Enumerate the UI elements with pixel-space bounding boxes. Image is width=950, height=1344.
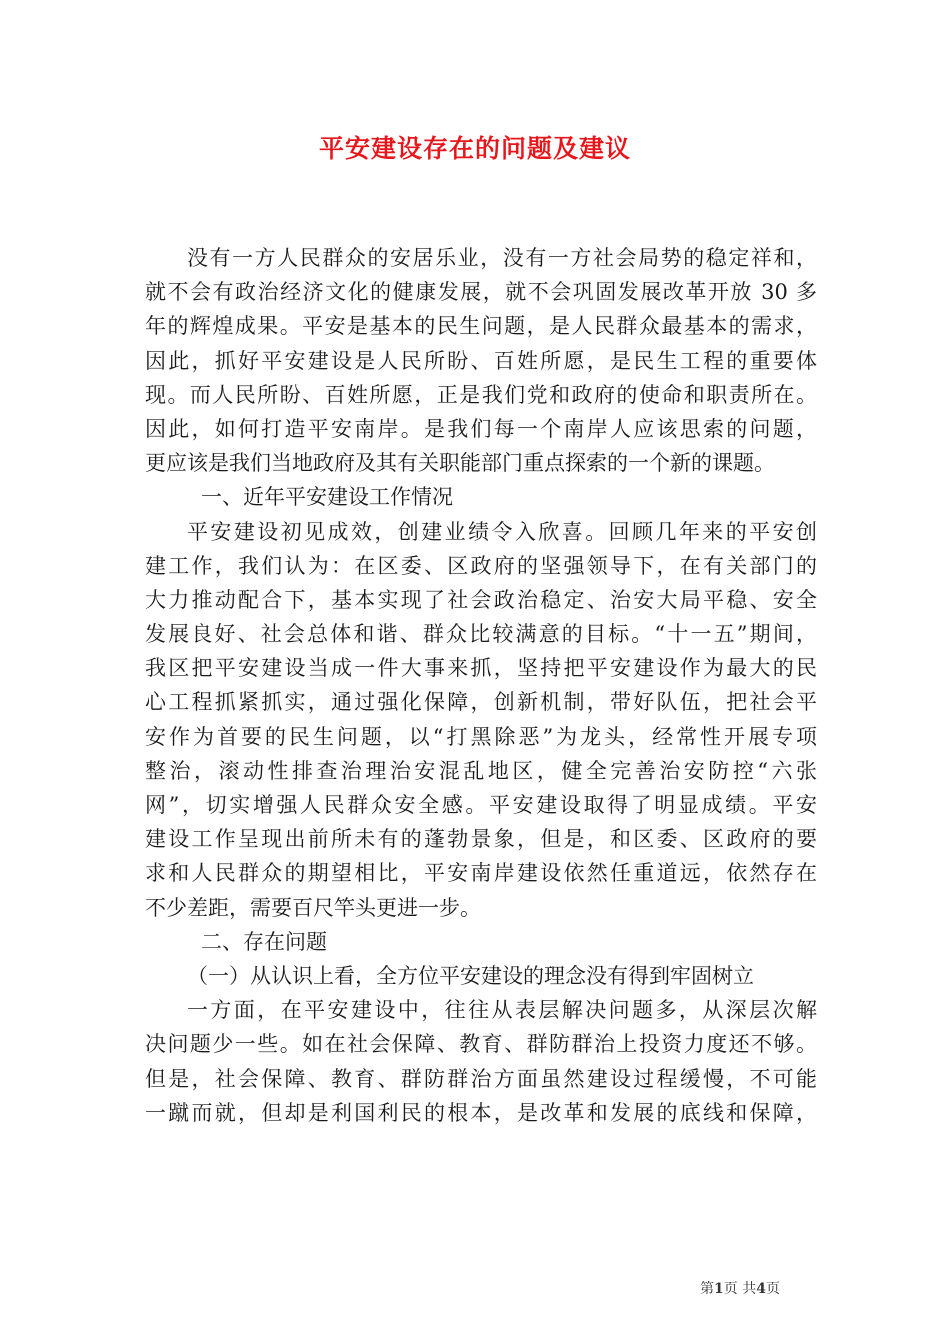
footer-suffix: 页 — [765, 1281, 780, 1297]
paragraph-line: 因此，如何打造平安南岸。是我们每一个南岸人应该思索的问题， — [145, 416, 817, 441]
paragraph-line: 建设工作呈现出前所未有的蓬勃景象，但是，和区委、区政府的要 — [145, 827, 817, 852]
section-heading: 二、存在问题 — [201, 929, 327, 954]
paragraph-line: 就不会有政治经济文化的健康发展，就不会巩固发展改革开放 30 多 — [145, 280, 817, 305]
paragraph-line: 没有一方人民群众的安居乐业，没有一方社会局势的稳定祥和， — [187, 246, 817, 270]
subsection-heading: （一）从认识上看，全方位平安建设的理念没有得到牢固树立 — [187, 963, 754, 988]
total-pages-number: 4 — [756, 1281, 766, 1297]
paragraph-line: 整治，滚动性排查治理治安混乱地区，健全完善治安防控“六张 — [145, 758, 817, 783]
footer-prefix: 第 — [700, 1281, 714, 1297]
paragraph-line: 我区把平安建设当成一件大事来抓，坚持把平安建设作为最大的民 — [145, 656, 817, 681]
paragraph-line: 但是，社会保障、教育、群防群治方面虽然建设过程缓慢，不可能 — [145, 1066, 817, 1091]
paragraph-line: 一方面，在平安建设中，往往从表层解决问题多，从深层次解 — [187, 998, 817, 1023]
paragraph-line: 更应该是我们当地政府及其有关职能部门重点探索的一个新的课题。 — [145, 451, 775, 476]
paragraph-line: 求和人民群众的期望相比，平安南岸建设依然任重道远，依然存在 — [145, 861, 817, 886]
paragraph-line: 不少差距，需要百尺竿头更进一步。 — [145, 895, 481, 920]
footer-middle: 页 共 — [723, 1281, 757, 1297]
document-body — [145, 241, 817, 1130]
page-number-footer — [700, 1278, 780, 1298]
current-page-number: 1 — [714, 1281, 724, 1297]
paragraph-line: 建工作，我们认为：在区委、区政府的坚强领导下，在有关部门的 — [145, 553, 817, 578]
paragraph-line: 因此，抓好平安建设是人民所盼、百姓所愿，是民生工程的重要体 — [145, 348, 817, 373]
paragraph-line: 安作为首要的民生问题，以“打黑除恶”为龙头，经常性开展专项 — [145, 724, 817, 749]
paragraph-line: 网”，切实增强人民群众安全感。平安建设取得了明显成绩。平安 — [145, 793, 817, 817]
paragraph-line: 年的辉煌成果。平安是基本的民生问题，是人民群众最基本的需求， — [145, 314, 817, 339]
document-title: 平安建设存在的问题及建议 — [318, 134, 631, 163]
paragraph-line: 现。而人民所盼、百姓所愿，正是我们党和政府的使命和职责所在。 — [145, 382, 817, 407]
paragraph-line: 大力推动配合下，基本实现了社会政治稳定、治安大局平稳、安全 — [145, 587, 817, 612]
paragraph-line: 决问题少一些。如在社会保障、教育、群防群治上投资力度还不够。 — [145, 1032, 817, 1057]
paragraph-line: 发展良好、社会总体和谐、群众比较满意的目标。“十一五”期间， — [145, 622, 817, 647]
paragraph-line: 平安建设初见成效，创建业绩令入欣喜。回顾几年来的平安创 — [187, 519, 817, 544]
paragraph-line: 一蹴而就，但却是利国利民的根本，是改革和发展的底线和保障， — [145, 1100, 817, 1125]
paragraph-line: 心工程抓紧抓实，通过强化保障，创新机制，带好队伍，把社会平 — [145, 690, 817, 715]
section-heading: 一、近年平安建设工作情况 — [201, 485, 453, 510]
